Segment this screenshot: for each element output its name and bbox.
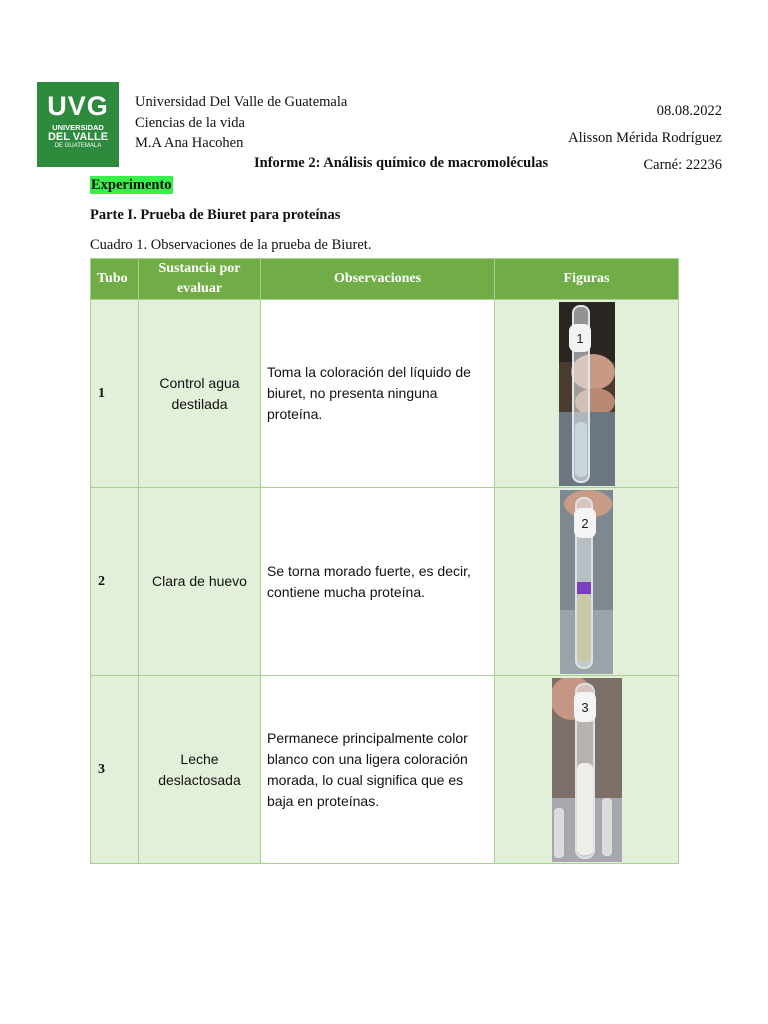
section-label: Experimento [91, 177, 172, 193]
biuret-table [90, 258, 679, 864]
author-name: Alisson Mérida Rodríguez [568, 130, 722, 146]
table-row [91, 300, 679, 488]
substance-name: Clara de huevo [139, 488, 261, 676]
substance-name: Control agua destilada [139, 300, 261, 488]
uvg-logo [37, 82, 119, 167]
faculty-name: Ciencias de la vida [135, 114, 245, 131]
column-header-observaciones: Observaciones [261, 259, 495, 300]
report-title: Informe 2: Análisis químico de macromoléculas [254, 155, 549, 171]
column-header-sustancia: Sustancia por evaluar [139, 259, 261, 300]
tube-photo-3 [552, 678, 622, 862]
table-caption: Cuadro 1. Observaciones de la prueba de Biuret. [90, 237, 372, 253]
tube-label-2: 2 [581, 515, 589, 531]
tube-number: 2 [91, 488, 139, 676]
column-header-tubo: Tubo [91, 259, 139, 300]
observation-text: Toma la coloración del líquido de biuret, no presenta ninguna proteína. [261, 300, 495, 488]
figure-cell [495, 676, 679, 864]
part-title: Parte I. Prueba de Biuret para proteínas [90, 207, 341, 223]
professor-name: M.A Ana Hacohen [135, 135, 244, 151]
header-right [568, 98, 722, 179]
university-name: Universidad Del Valle de Guatemala [135, 94, 348, 110]
observation-text: Se torna morado fuerte, es decir, contiene mucha proteína. [261, 488, 495, 676]
tube-photo-2 [560, 490, 613, 674]
tube-number: 3 [91, 676, 139, 864]
substance-name: Leche deslactosada [139, 676, 261, 864]
observation-text: Permanece principalmente color blanco con una ligera coloración morada, lo cual significa que es baja en proteínas. [261, 676, 495, 864]
logo-line2: DEL VALLE [47, 131, 109, 143]
tube-number: 1 [91, 300, 139, 488]
figure-cell [495, 488, 679, 676]
report-date: 08.08.2022 [656, 103, 722, 119]
figure-cell [495, 300, 679, 488]
tube-label-3: 3 [580, 699, 589, 715]
table-row [91, 488, 679, 676]
logo-uvg-text: UVG [47, 91, 109, 121]
tube-photo-1 [559, 302, 615, 486]
logo-line1: UNIVERSIDAD [52, 123, 104, 132]
column-header-figuras: Figuras [495, 259, 679, 300]
tube-label-1: 1 [575, 330, 584, 346]
header-left [135, 92, 347, 154]
table-row [91, 676, 679, 864]
table-header-row [91, 259, 679, 300]
student-id: Carné: 22236 [643, 157, 722, 173]
logo-line3: DE GUATEMALA [54, 143, 102, 149]
